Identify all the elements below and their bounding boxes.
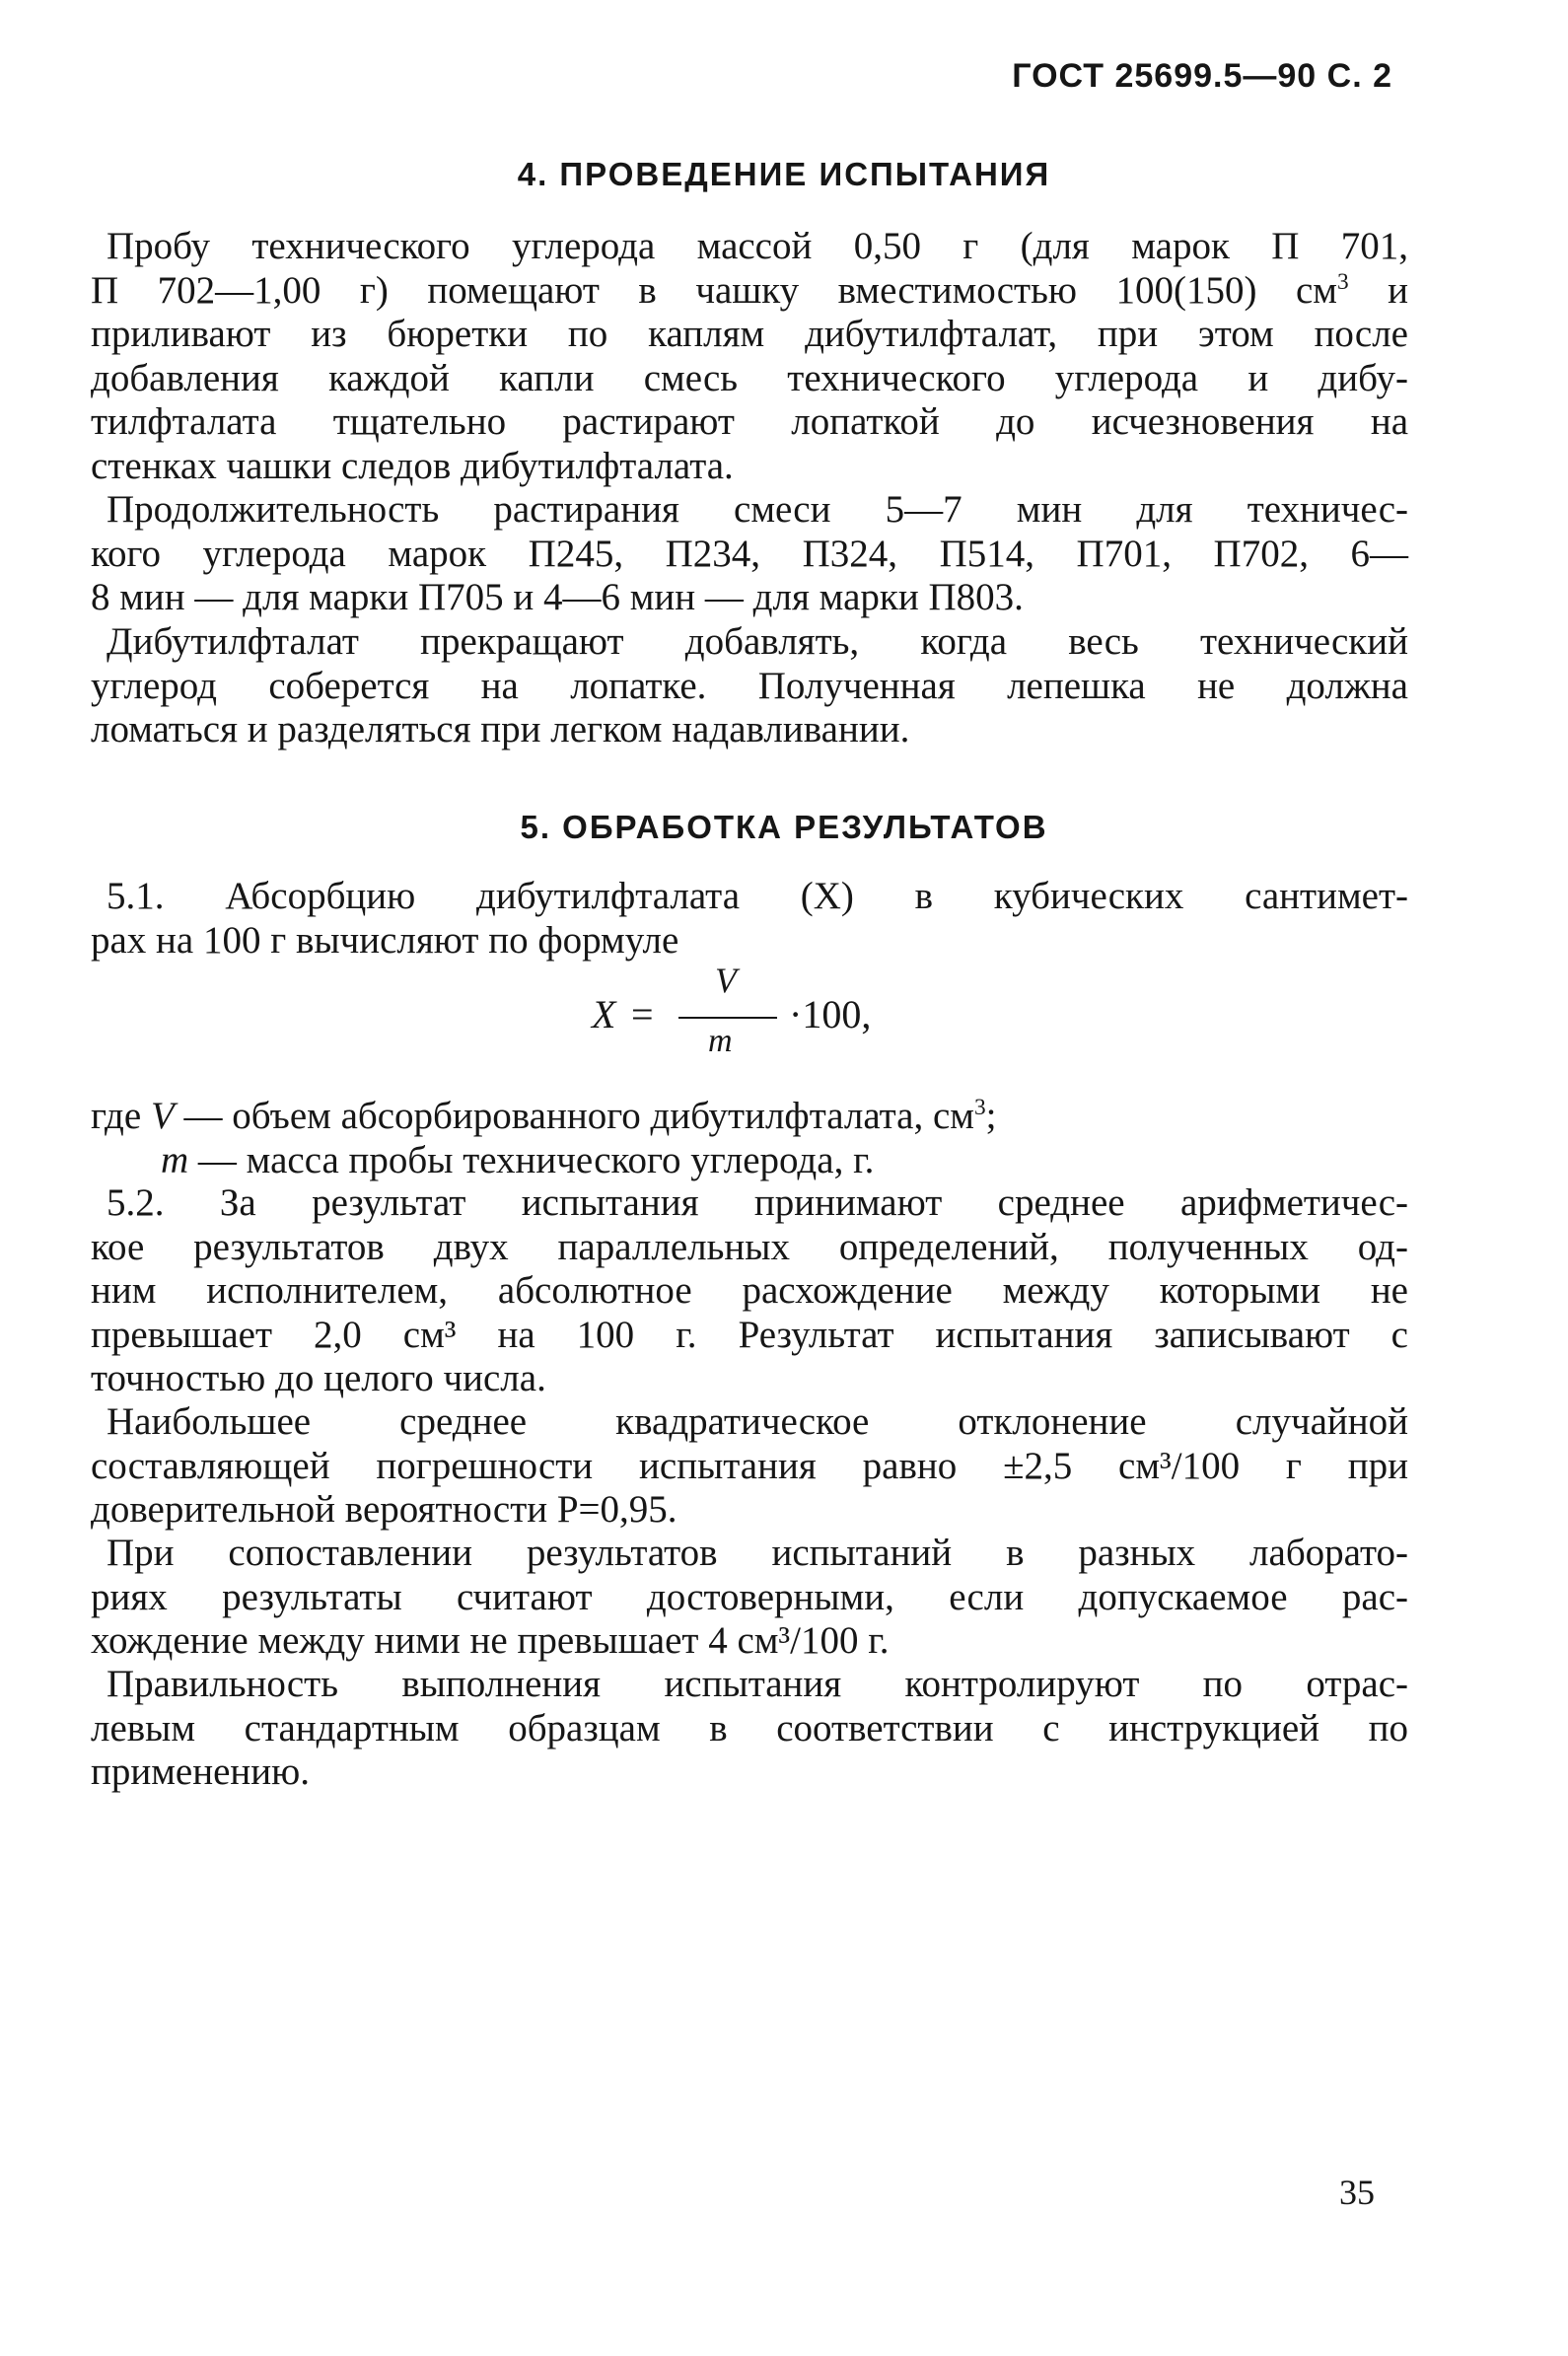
text-line: хождение между ними не превышает 4 см³/100 г. xyxy=(91,1619,890,1662)
text-line: составляющей погрешности испытания равно ±2,5 см³/100 г при xyxy=(91,1444,1408,1487)
formula-equals: = xyxy=(631,992,654,1036)
text-line: Дибутилфталат прекращают добавлять, когда весь технический xyxy=(107,620,1408,663)
section-4-title: 4. ПРОВЕДЕНИЕ ИСПЫТАНИЯ xyxy=(517,156,1051,192)
text-line: приливают из бюретки по каплям дибутилфталат, при этом после xyxy=(91,313,1408,355)
variable: m xyxy=(161,1139,189,1181)
page-number: 35 xyxy=(1339,2173,1375,2212)
superscript: 3 xyxy=(973,1095,986,1120)
paragraph-deviation xyxy=(91,1400,1408,1533)
text-line: 8 мин — для марки П705 и 4—6 мин — для марки П803. xyxy=(91,576,1024,618)
text-line: углерод соберется на лопатке. Полученная лепешка не должна xyxy=(91,664,1408,707)
text-line xyxy=(91,269,1408,314)
text-line: кое результатов двух параллельных определений, полученных од- xyxy=(91,1225,1408,1268)
paragraph-5-1 xyxy=(91,875,1408,963)
text-fragment: ; xyxy=(985,1095,997,1137)
page-header: ГОСТ 25699.5—90 С. 2 xyxy=(1012,57,1392,95)
formula-denominator: m xyxy=(708,1023,733,1059)
text-fragment: где xyxy=(91,1095,151,1137)
text-line: ломаться и разделяться при легком надавливании. xyxy=(91,708,910,750)
text-line: рах на 100 г вычисляют по формуле xyxy=(91,918,679,962)
text-line: При сопоставлении результатов испытаний в разных лаборато- xyxy=(107,1532,1408,1574)
where-clause-1 xyxy=(91,1095,1408,1139)
paragraph-correctness xyxy=(91,1663,1408,1795)
text-fragment: и xyxy=(1348,268,1408,312)
section-4-paragraph-1 xyxy=(91,225,1408,488)
text-fragment: — объем абсорбированного дибутилфталата, см xyxy=(174,1095,974,1137)
text-line: применению. xyxy=(91,1750,311,1793)
formula-numerator: V xyxy=(715,961,737,1000)
superscript: 3 xyxy=(1336,268,1349,295)
paragraph-5-2 xyxy=(91,1181,1408,1401)
text-line: Наибольшее среднее квадратическое отклонение случайной xyxy=(107,1400,1408,1443)
text-line: Правильность выполнения испытания контролируют по отрас- xyxy=(107,1663,1408,1705)
formula-lhs: X xyxy=(592,992,616,1036)
text-line: доверительной вероятности P=0,95. xyxy=(91,1488,677,1531)
section-5-title: 5. ОБРАБОТКА РЕЗУЛЬТАТОВ xyxy=(520,809,1048,845)
text-line: стенках чашки следов дибутилфталата. xyxy=(91,444,734,487)
text-fragment: П 702—1,00 г) помещают в чашку вместимостью 100(150) см xyxy=(91,268,1337,312)
section-4-paragraph-2 xyxy=(91,488,1408,620)
where-clause-2 xyxy=(161,1139,1478,1183)
text-line: точностью до целого числа. xyxy=(91,1357,546,1399)
variable: V xyxy=(150,1095,175,1137)
formula xyxy=(0,961,1568,1080)
text-line: риях результаты считают достоверными, если допускаемое рас- xyxy=(91,1575,1408,1618)
text-line: Продолжительность растирания смеси 5—7 мин для техничес- xyxy=(107,488,1408,531)
formula-multiplier: ·100, xyxy=(789,992,872,1036)
text-line: превышает 2,0 см³ на 100 г. Результат испытания записывают с xyxy=(91,1313,1408,1356)
fraction-bar xyxy=(678,1017,777,1019)
text-line: ним исполнителем, абсолютное расхождение между которыми не xyxy=(91,1269,1408,1312)
paragraph-comparison xyxy=(91,1532,1408,1664)
text-line: кого углерода марок П245, П234, П324, П514, П701, П702, 6— xyxy=(91,532,1408,575)
text-line: левым стандартным образцам в соответствии с инструкцией по xyxy=(91,1706,1408,1749)
text-line: Пробу технического углерода массой 0,50 г (для марок П 701, xyxy=(107,225,1408,267)
text-line: 5.1. Абсорбцию дибутилфталата (X) в кубических сантимет- xyxy=(107,875,1408,917)
text-line: 5.2. За результат испытания принимают среднее арифметичес- xyxy=(107,1181,1408,1224)
text-line: тилфталата тщательно растирают лопаткой до исчезновения на xyxy=(91,400,1408,443)
text-fragment: — масса пробы технического углерода, г. xyxy=(188,1139,875,1181)
text-line: добавления каждой капли смесь технического углерода и дибу- xyxy=(91,356,1408,399)
section-4-paragraph-3 xyxy=(91,620,1408,752)
